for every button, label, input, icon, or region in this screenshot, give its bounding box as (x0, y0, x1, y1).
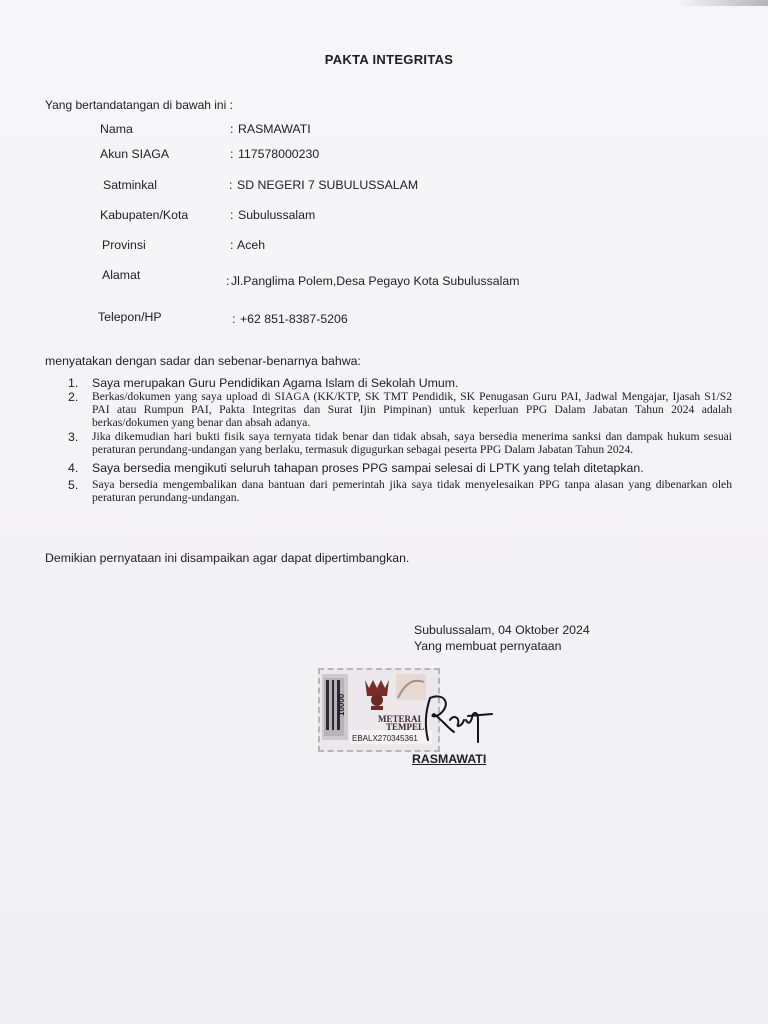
identity-value: Subulussalam (238, 208, 316, 222)
identity-value: RASMAWATI (238, 122, 311, 136)
identity-label: Nama (100, 122, 133, 136)
list-item-text: Saya bersedia mengembalikan dana bantuan dari pemerintah jika saya tidak menyelesaikan PPG tanpa alasan yang dibenarkan oleh peraturan perundang-undangan. (92, 477, 732, 504)
identity-value: +62 851-8387-5206 (240, 312, 348, 326)
maker-label: Yang membuat pernyataan (414, 639, 562, 653)
list-item-text: Saya bersedia mengikuti seluruh tahapan proses PPG sampai selesai di LPTK yang telah ditetapkan. (92, 460, 644, 475)
identity-colon: : (230, 238, 234, 252)
identity-colon: : (230, 147, 234, 161)
document-title: PAKTA INTEGRITAS (324, 52, 454, 67)
identity-value: SD NEGERI 7 SUBULUSSALAM (237, 178, 419, 192)
list-item (64, 431, 732, 457)
list-item (64, 461, 732, 476)
identity-label: Alamat (102, 268, 141, 282)
statement-intro: menyatakan dengan sadar dan sebenar-benarnya bahwa: (45, 354, 361, 368)
stamp-value: 10000 (337, 693, 346, 716)
identity-colon: : (230, 208, 234, 222)
identity-colon: : (230, 122, 234, 136)
identity-label: Akun SIAGA (100, 147, 170, 161)
list-item (64, 391, 732, 429)
list-item (64, 376, 732, 391)
stamp-label-2: TEMPEL (386, 722, 425, 732)
identity-label: Satminkal (103, 178, 157, 192)
list-item-text: Jika dikemudian hari bukti fisik saya ternyata tidak benar dan tidak absah, saya bersedia menerima sanksi dan dampak hukum sesuai peraturan perundang-undangan yang berlaku, termasuk digugurkan sebagai peserta PPG Dalam Jabatan Tahun 2024. (92, 430, 732, 457)
list-item-number: 1. (68, 376, 79, 390)
identity-block (100, 122, 600, 332)
signer-name: RASMAWATI (412, 752, 487, 766)
identity-label: Provinsi (102, 238, 146, 252)
handwritten-signature (408, 690, 498, 748)
list-item-number: 5. (68, 477, 79, 492)
identity-colon: : (226, 274, 230, 288)
identity-colon: : (232, 312, 236, 326)
identity-label: Kabupaten/Kota (100, 208, 189, 222)
identity-label: Telepon/HP (98, 310, 162, 324)
list-item-text: Berkas/dokumen yang saya upload di SIAGA (KK/KTP, SK TMT Pendidik, SK Penugasan Guru PAI, Jadwal Mengajar, Ijasah S1/S2 PAI atau Rumpun PAI, Pakta Integritas dan Surat Ijin Pimpinan) untuk keperluan PPG Dalam Jabatan Tahun 2024 adalah berkas/dokumen yang benar dan absah adanya. (92, 390, 732, 429)
list-item (64, 479, 732, 505)
identity-value: Aceh (237, 238, 266, 252)
closing-text: Demikian pernyataan ini disampaikan agar dapat dipertimbangkan. (45, 551, 410, 565)
list-item-number: 2. (68, 390, 79, 404)
identity-colon: : (229, 178, 233, 192)
identity-value: Jl.Panglima Polem,Desa Pegayo Kota Subulussalam (231, 274, 520, 288)
stamp-serial: EBALX270345361 (352, 734, 418, 743)
identity-value: 117578000230 (238, 147, 320, 161)
page-corner-shadow (678, 0, 768, 6)
list-item-number: 3. (68, 430, 79, 445)
list-item-number: 4. (68, 460, 79, 475)
list-item-text: Saya merupakan Guru Pendidikan Agama Islam di Sekolah Umum. (92, 376, 459, 390)
intro-text: Yang bertandatangan di bawah ini : (45, 98, 233, 112)
stamp-label-1: METERAI (378, 714, 422, 724)
statement-list (64, 374, 732, 505)
place-date: Subulussalam, 04 Oktober 2024 (414, 623, 590, 637)
